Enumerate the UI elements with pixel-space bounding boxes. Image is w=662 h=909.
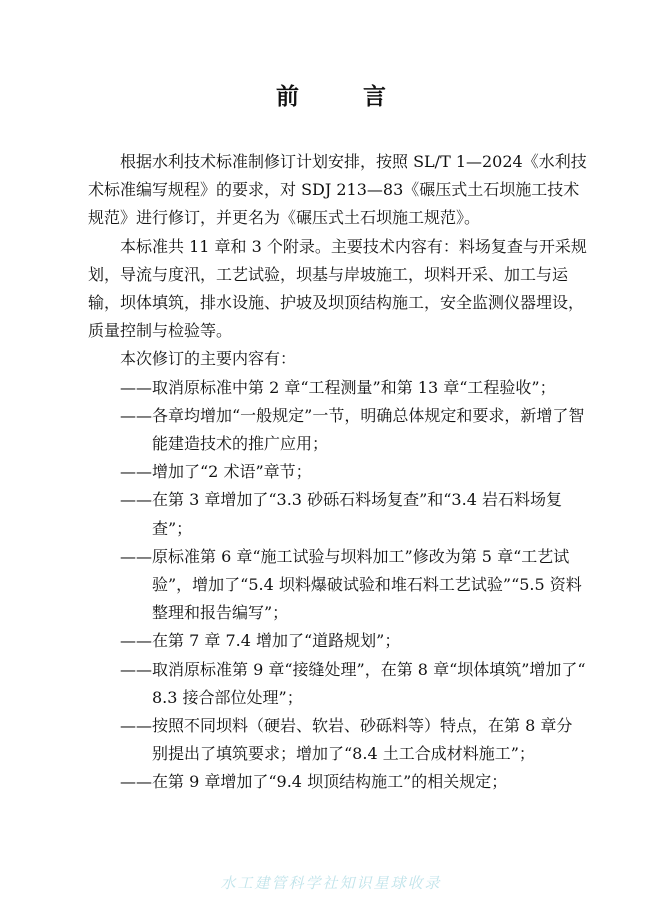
revision-item: ——在第 3 章增加了“3.3 砂砾石料场复查”和“3.4 岩石料场复查”； (120, 490, 562, 538)
revision-item: ——各章均增加“一般规定”一节，明确总体规定和要求，新增了智能建造技术的推广应用； (120, 405, 585, 454)
revision-item: ——取消原标准第 9 章“接缝处理”，在第 8 章“坝体填筑”增加了“ 8.3 接合部位处理”； (120, 659, 586, 707)
paragraph-revision-basis: 根据水利技术标准制修订计划安排，按照 SL/T 1—2024《水利技术标准编写规程》的要求，对 SDJ 213—83《碾压式土石坝施工技术规范》进行修订，并更名为《碾压式土石坝施工规范》。 (88, 152, 587, 228)
page-title: 前 言 (275, 84, 414, 110)
revision-item: ——在第 7 章 7.4 增加了“道路规划”； (120, 631, 401, 651)
preface-body (88, 148, 588, 797)
revision-item: ——在第 9 章增加了“9.4 坝顶结构施工”的相关规定； (120, 772, 508, 792)
paragraph-scope: 本标准共 11 章和 3 个附录。主要技术内容有：料场复查与开采规划，导流与度汛，工艺试验，坝基与岸坡施工，坝料开采、加工与运输，坝体填筑，排水设施、护坡及坝顶结构施工，安全监测仪器埋设，质量控制与检验等。 (88, 236, 587, 341)
revision-item: ——按照不同坝料（硬岩、软岩、砂砾料等）特点，在第 8 章分别提出了填筑要求；增加了“8.4 土工合成材料施工”； (120, 716, 573, 764)
revision-item: ——增加了“2 术语”章节； (120, 462, 312, 482)
watermark: 水工建管科学社知识星球收录 (220, 874, 442, 892)
revision-list (88, 374, 588, 797)
revision-item: ——原标准第 6 章“施工试验与坝料加工”修改为第 5 章“工艺试验”，增加了“5.4 坝料爆破试验和堆石料工艺试验”“5.5 资料整理和报告编写”； (120, 546, 582, 623)
revision-item: ——取消原标准中第 2 章“工程测量”和第 13 章“工程验收”； (120, 377, 556, 397)
paragraph-revision-intro: 本次修订的主要内容有： (120, 349, 297, 369)
